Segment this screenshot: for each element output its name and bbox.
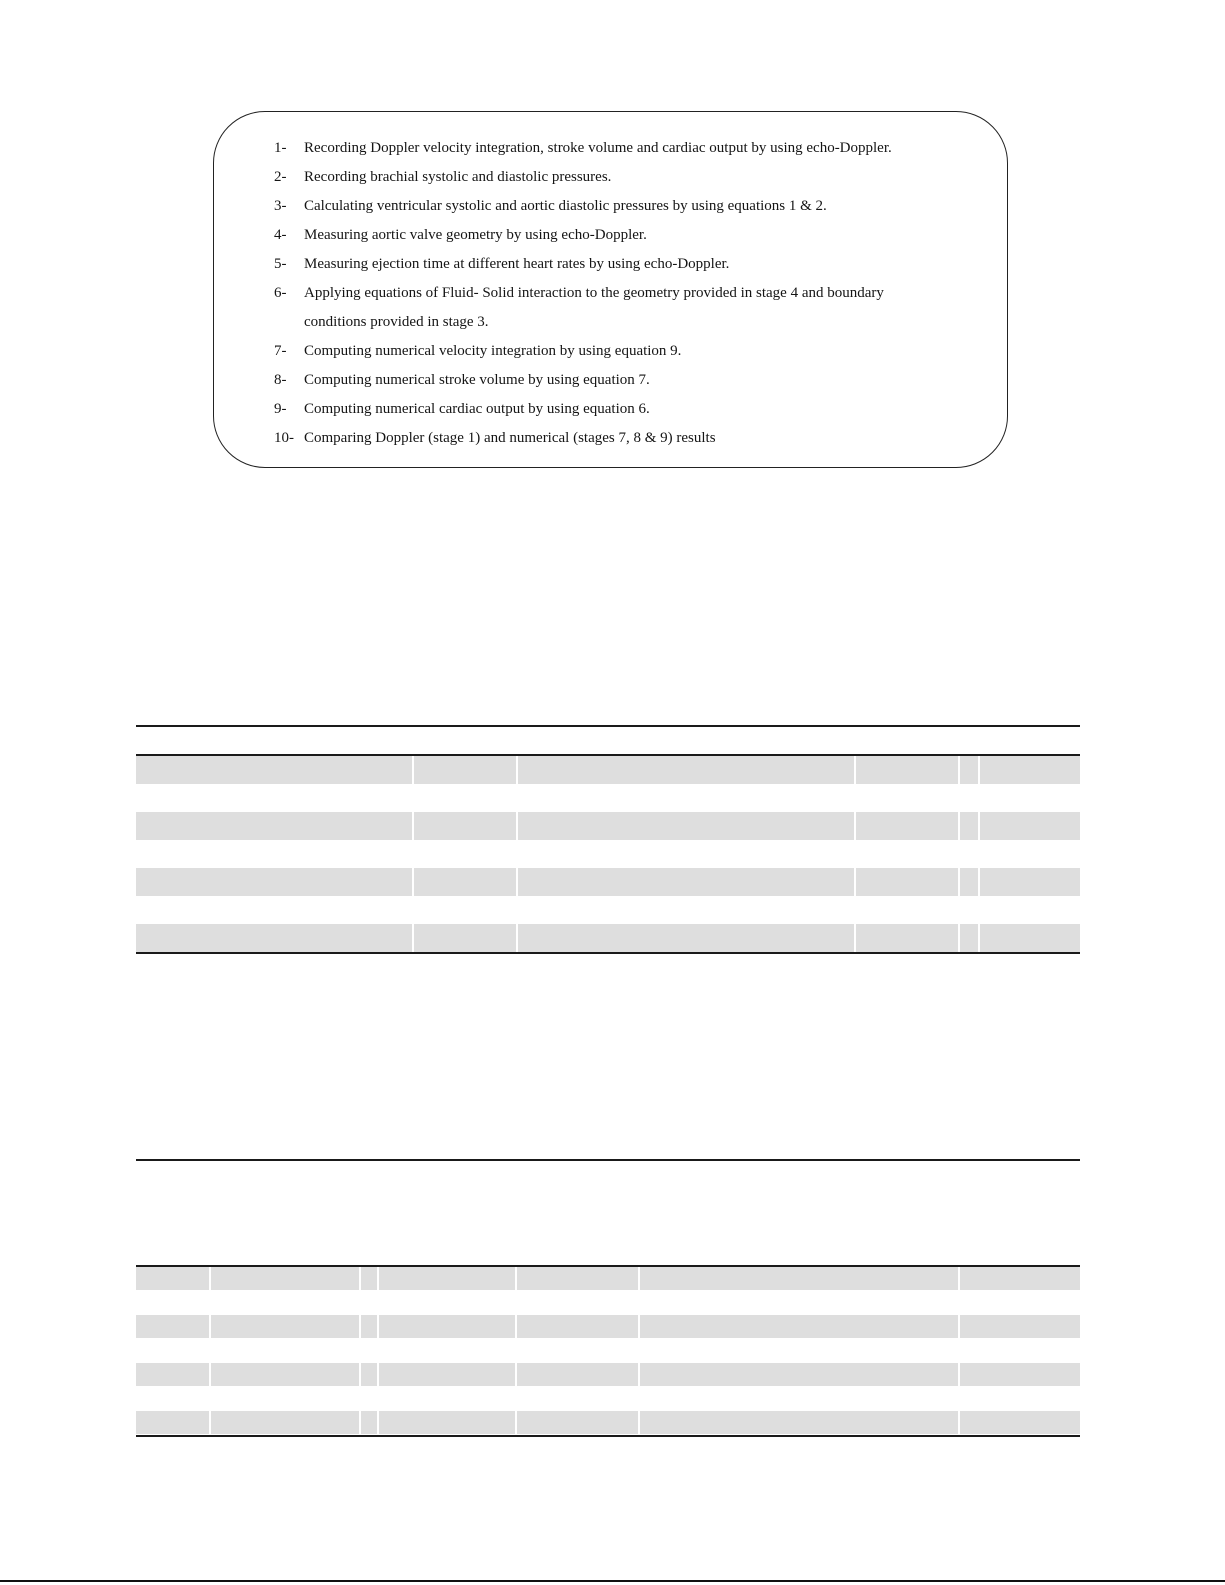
step-text: Calculating ventricular systolic and aortic diastolic pressures by using equations 1 & 2.: [304, 198, 827, 214]
table-cell: [640, 1267, 960, 1290]
step-text: Computing numerical velocity integration by using equation 9.: [304, 343, 682, 359]
step-text: Measuring ejection time at different heart rates by using echo-Doppler.: [304, 256, 730, 272]
table-cell: [211, 1267, 361, 1290]
table-cell: [136, 812, 414, 840]
table-2-top-rule: [136, 1159, 1080, 1161]
step-number: 5-: [274, 256, 287, 272]
table-cell: [856, 924, 960, 952]
step-number: 7-: [274, 343, 287, 359]
table-row: [136, 868, 1080, 896]
method-steps-box: [213, 111, 1008, 468]
table-cell: [640, 1363, 960, 1386]
step-text: conditions provided in stage 3.: [304, 314, 489, 330]
table-row: [136, 812, 1080, 840]
table-cell: [517, 1267, 640, 1290]
table-cell: [361, 1363, 379, 1386]
step-text: Computing numerical cardiac output by using equation 6.: [304, 401, 650, 417]
table-cell: [640, 1411, 960, 1434]
table-cell: [980, 812, 1080, 840]
table-cell: [414, 756, 518, 784]
step-text: Recording brachial systolic and diastolic pressures.: [304, 169, 612, 185]
table-cell: [517, 1411, 640, 1434]
step-number: 2-: [274, 169, 287, 185]
table-cell: [361, 1411, 379, 1434]
step-number: 4-: [274, 227, 287, 243]
table-cell: [518, 924, 856, 952]
table-cell: [960, 756, 980, 784]
step-number: [274, 308, 304, 337]
table-cell: [379, 1315, 517, 1338]
table-cell: [379, 1267, 517, 1290]
table-cell: [414, 812, 518, 840]
page-footer-rule: [0, 1580, 1225, 1582]
table-cell: [414, 924, 518, 952]
step-text: Computing numerical stroke volume by using equation 7.: [304, 372, 650, 388]
list-item: [274, 395, 974, 424]
list-item: [274, 279, 974, 308]
table-cell: [960, 1411, 1080, 1434]
table-cell: [960, 1315, 1080, 1338]
table-row: [136, 1363, 1080, 1386]
step-text: Measuring aortic valve geometry by using echo-Doppler.: [304, 227, 647, 243]
list-item: [274, 424, 974, 453]
table-cell: [136, 1267, 211, 1290]
step-number: 8-: [274, 372, 287, 388]
table-cell: [518, 868, 856, 896]
table-2-bottom-rule: [136, 1435, 1080, 1437]
table-row: [136, 756, 1080, 784]
table-cell: [414, 868, 518, 896]
method-steps-list: [274, 134, 974, 453]
table-cell: [136, 868, 414, 896]
step-number: 1-: [274, 140, 287, 156]
list-item: [274, 308, 974, 337]
table-cell: [960, 924, 980, 952]
table-cell: [517, 1363, 640, 1386]
list-item: [274, 134, 974, 163]
step-number: 6-: [274, 285, 287, 301]
table-cell: [980, 868, 1080, 896]
table-cell: [379, 1411, 517, 1434]
table-1-bottom-rule: [136, 952, 1080, 954]
table-cell: [379, 1363, 517, 1386]
table-cell: [856, 756, 960, 784]
table-cell: [361, 1267, 379, 1290]
table-cell: [980, 756, 1080, 784]
step-number: 9-: [274, 401, 287, 417]
table-cell: [136, 1411, 211, 1434]
table-cell: [960, 868, 980, 896]
step-number: 10-: [274, 430, 294, 446]
step-text: Recording Doppler velocity integration, stroke volume and cardiac output by using echo-Doppler.: [304, 140, 892, 156]
table-cell: [518, 812, 856, 840]
table-row: [136, 1411, 1080, 1434]
table-row: [136, 1267, 1080, 1290]
table-cell: [960, 812, 980, 840]
list-item: [274, 163, 974, 192]
table-cell: [640, 1315, 960, 1338]
table-cell: [211, 1315, 361, 1338]
list-item: [274, 366, 974, 395]
table-cell: [136, 924, 414, 952]
table-cell: [960, 1267, 1080, 1290]
table-row: [136, 924, 1080, 952]
table-cell: [517, 1315, 640, 1338]
table-cell: [211, 1411, 361, 1434]
table-cell: [960, 1363, 1080, 1386]
table-row: [136, 1315, 1080, 1338]
step-number: 3-: [274, 198, 287, 214]
step-text: Comparing Doppler (stage 1) and numerical (stages 7, 8 & 9) results: [304, 430, 716, 446]
table-cell: [136, 1363, 211, 1386]
table-cell: [518, 756, 856, 784]
list-item: [274, 221, 974, 250]
list-item: [274, 250, 974, 279]
table-cell: [136, 1315, 211, 1338]
table-cell: [211, 1363, 361, 1386]
list-item: [274, 337, 974, 366]
table-cell: [136, 756, 414, 784]
table-cell: [361, 1315, 379, 1338]
list-item: [274, 192, 974, 221]
table-cell: [980, 924, 1080, 952]
table-cell: [856, 868, 960, 896]
table-cell: [856, 812, 960, 840]
step-text: Applying equations of Fluid- Solid interaction to the geometry provided in stage 4 and boundary: [304, 285, 884, 301]
table-1-top-rule: [136, 725, 1080, 727]
